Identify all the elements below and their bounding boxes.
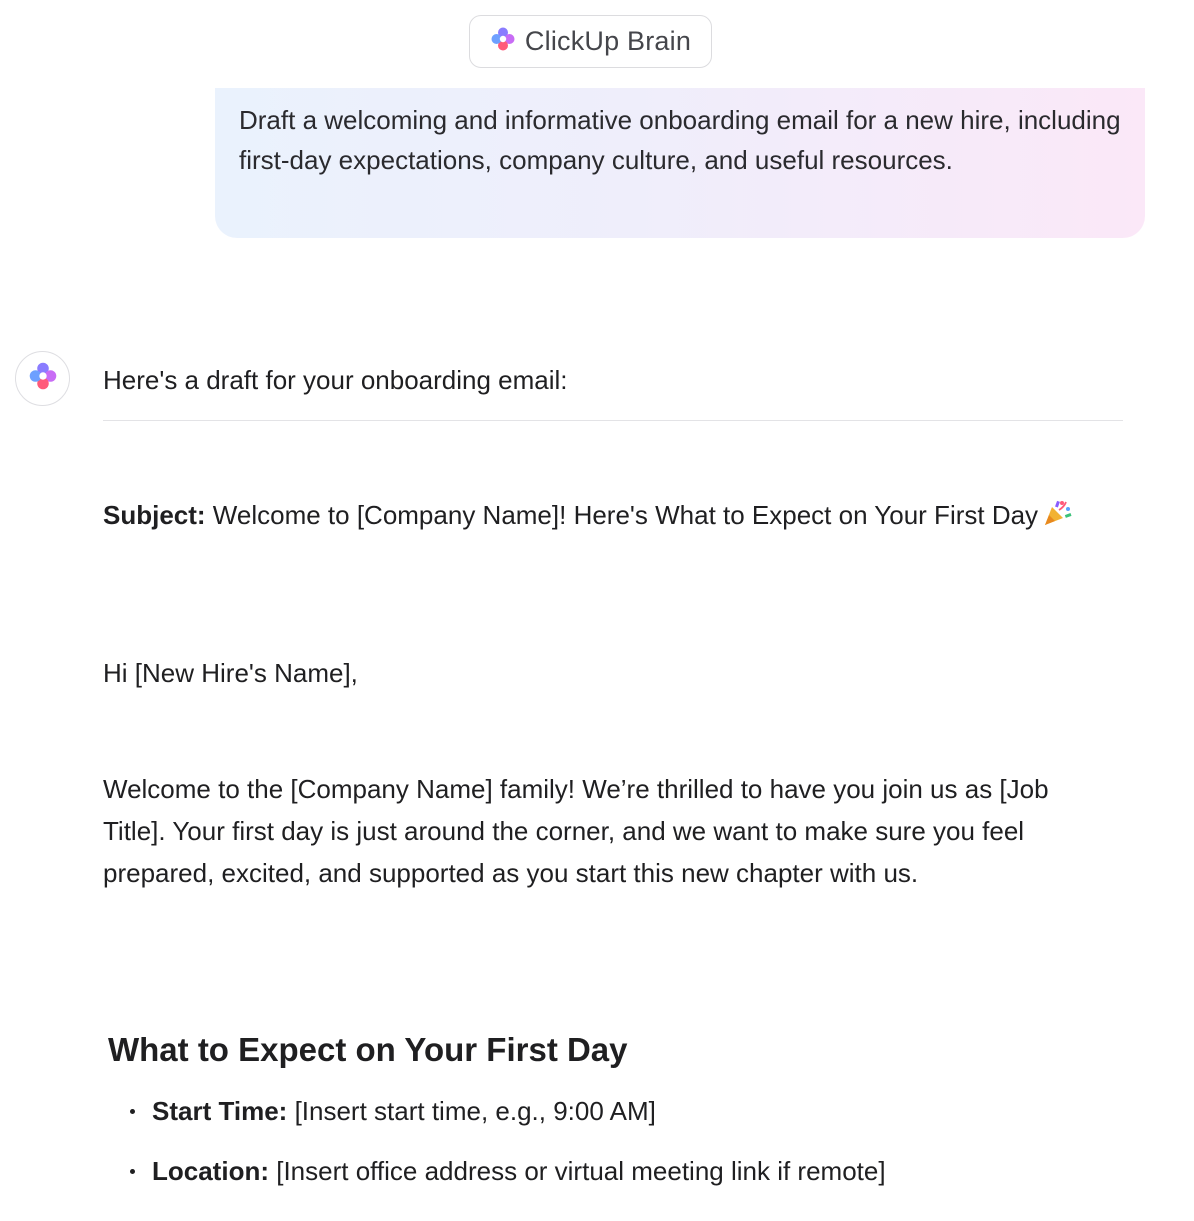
list-item: [128, 1150, 886, 1192]
list-item: [128, 1090, 886, 1132]
divider: [103, 420, 1123, 421]
bullet-dot: [130, 1109, 135, 1114]
response-intro: Here's a draft for your onboarding email:: [103, 365, 568, 395]
brand-label: ClickUp Brain: [524, 26, 692, 56]
email-subject: [103, 494, 1113, 540]
bullet-text: [Insert office address or virtual meeting link if remote]: [269, 1156, 886, 1186]
clickup-brain-badge[interactable]: [469, 15, 712, 68]
party-popper-icon: [1042, 498, 1072, 540]
email-welcome-paragraph: Welcome to the [Company Name] family! We’re thrilled to have you join us as [Job Title]. Your first day is just around the corner, and we want to make sure you feel prepared, excited, and supported as you start this new chapter with us.: [103, 774, 1049, 888]
bullet-label: Location:: [152, 1156, 269, 1186]
bullet-dot: [130, 1169, 135, 1174]
bullet-text: [Insert start time, e.g., 9:00 AM]: [287, 1096, 656, 1126]
subject-label: Subject:: [103, 500, 206, 530]
assistant-avatar: [15, 351, 70, 406]
subject-text: Welcome to [Company Name]! Here's What to Expect on Your First Day: [205, 500, 1039, 530]
user-prompt-text: Draft a welcoming and informative onboarding email for a new hire, including first-day expectations, company culture, and useful resources.: [239, 105, 1121, 175]
user-prompt-bubble: [215, 88, 1145, 238]
bullet-label: Start Time:: [152, 1096, 288, 1126]
section-heading: What to Expect on Your First Day: [108, 1031, 628, 1068]
first-day-list: [128, 1090, 886, 1210]
clickup-brain-icon: [28, 361, 58, 396]
email-greeting: Hi [New Hire's Name],: [103, 658, 358, 688]
clickup-brain-icon: [490, 26, 516, 57]
